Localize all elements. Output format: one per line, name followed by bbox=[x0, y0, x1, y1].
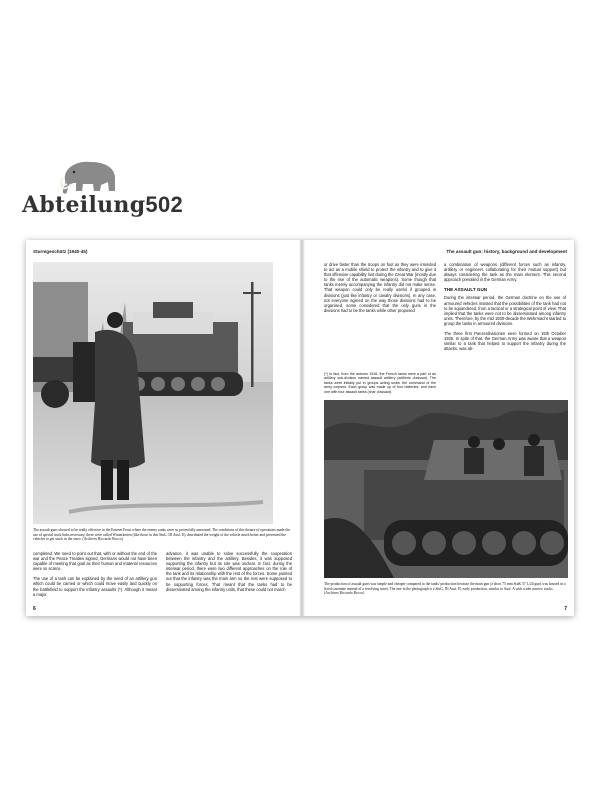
left-photo bbox=[33, 262, 273, 524]
section-heading: THE ASSAULT GUN bbox=[444, 287, 488, 293]
right-column-1 bbox=[324, 262, 436, 318]
brand-text: Abteilung bbox=[22, 192, 146, 218]
left-page bbox=[26, 240, 300, 616]
right-photo bbox=[324, 400, 568, 578]
right-photo-caption: The production of assault guns was simple and cheaper compared to the tanks' production because the main gun (a short 75 mm StuK 37 L/24 gun) was housed in a fixed casemate instead of a revolving turret. The one in the photograph is a StuG. III Ausf. B, early production, similar to Ausf. A with wider narrow tracks. (Archives Riccardo Rocco) bbox=[324, 582, 566, 595]
brand-wordmark bbox=[22, 192, 183, 218]
footnote: (*) In fact, from the autumn 1916, the French tanks were a part of an artillery sub-division named assault artillery (artillerie d'assaut). The tanks were initially put in groups acting under the command of the army corpses. Each group was made up of four batteries, and each one with four assault tanks (char d'assaut). bbox=[324, 372, 436, 394]
left-column-1 bbox=[33, 551, 157, 602]
brand-number: 502 bbox=[145, 192, 184, 217]
left-page-number: 6 bbox=[33, 606, 36, 612]
paragraph: The three first Panzerdivisionen were formed on 15th October 1935. In spite of that, the German Army was aware that a weapon similar to a tank that helped to support the infantry during the attacks, was ab- bbox=[444, 331, 566, 352]
right-page-number: 7 bbox=[564, 606, 567, 612]
paragraph: advance, it was unable to solve successfully the cooperation between the infantry and the artillery. Besides, it was supposed supporting the infantry but its role was unclear. In fact, during the interwar period, there were two different approaches on the role of the tank and its relationship with the rest of the forces. Some pointed out that the infantry was the main arm so the rest were supposed to be supporting forces. That meant that the tanks had to be disseminated among the infantry units, that these could not march bbox=[166, 551, 292, 592]
paragraph: completed. We need to point out that, with or without the end of the war and the Peace Treaties signed, Germans would not have been capable of meeting that goal as their human and material resources were so scarce. bbox=[33, 551, 157, 572]
mammoth-icon bbox=[55, 158, 125, 196]
right-running-head: The assault gun: history, background and development bbox=[446, 249, 567, 254]
right-column-2 bbox=[444, 262, 566, 356]
paragraph: or drive faster than the troops on foot as they were intended to act as a mobile shield to protect the infantry and to give it that offensive capability lost during the Great War (mostly due to the rise of the automatic weapons). Some though that tanks merely accompanying the infantry did not make sense. That weapon could only be really useful if grouped in divisions (just like infantry or cavalry divisions). In any case, not everyone agreed on the way those divisions had to be organised, some considered that the only guns in the divisions had to be the tanks while other proposed bbox=[324, 262, 436, 313]
paragraph: During the interwar period, the German doctrine on the use of armoured vehicles insisted that the possibilities of the tank had not to be squandered, from a tactical or a strategical point of view. That implied that the tanks were not to be disseminated among infantry units. Therefore, by the mid 1930-decade the Wehrmacht started to group the tanks in armoured divisions. bbox=[444, 295, 566, 326]
right-page bbox=[302, 240, 574, 616]
book-spread bbox=[26, 240, 574, 616]
publisher-logo bbox=[22, 158, 184, 228]
left-column-2 bbox=[166, 551, 292, 597]
paragraph: The use of a tank can be explained by the need of an artillery gun which could be carried or which could move easily and quickly on the battlefield to support the infantry assaults (*). Although it meant a major bbox=[33, 576, 157, 597]
left-running-head: Sturmgeschütz (1940-45) bbox=[33, 249, 88, 254]
left-photo-caption: The assault guns showed to be really effective in the Eastern Front where the enemy tanks were so powerfully armoured. The conditions of this theatre of operations made the use of special track links necessary, these were called Winterketten (like those in this StuG. III Ausf. E), distributed the weight of the vehicle much better and prevented the vehicles to get stuck in the snow. (Archives Riccardo Rocco) bbox=[33, 528, 290, 541]
paragraph: a combination of weapons (different forces such as infantry, artillery or engineers collaborating for their mutual support) but always considering the tank as the main element. This second approach prevailed in the German Army. bbox=[444, 262, 566, 283]
